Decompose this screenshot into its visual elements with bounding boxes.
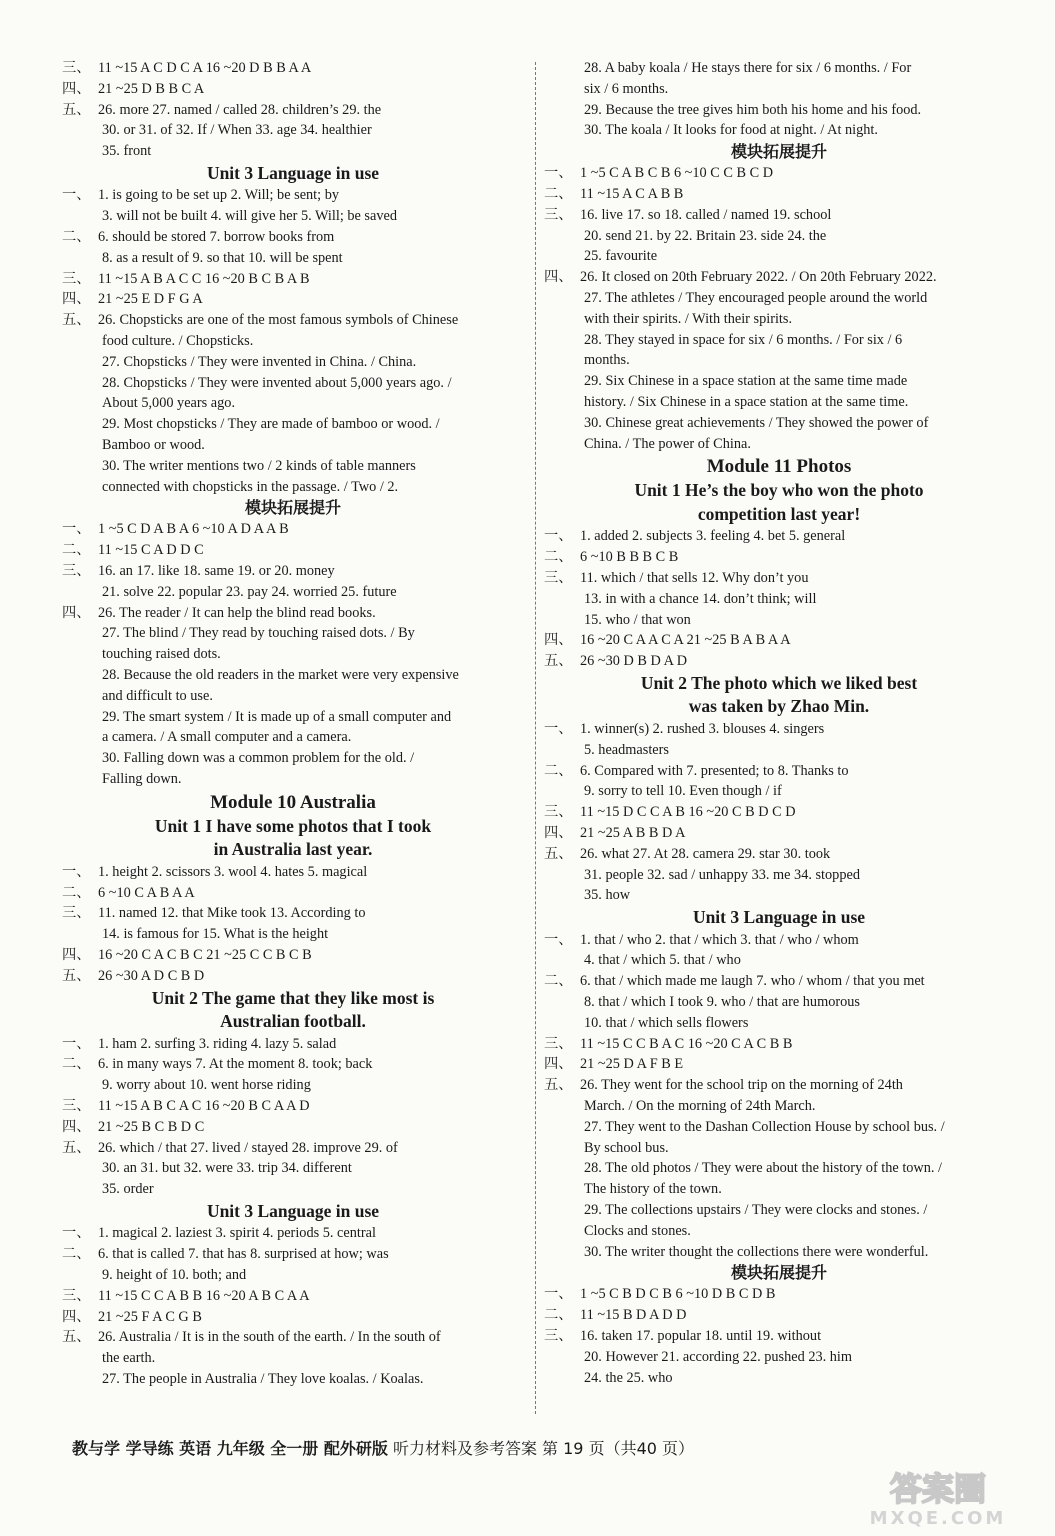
answer-line — [544, 844, 1014, 865]
answer-text: with their spirits. / With their spirits. — [584, 310, 793, 327]
answer-text: 11 ~15 A C A B B — [580, 185, 684, 202]
watermark-logo — [833, 1466, 1043, 1528]
answer-text: 35. how — [584, 887, 631, 904]
answer-text: history. / Six Chinese in a space station at the same time. — [584, 393, 909, 410]
section-label: 三、 — [62, 60, 91, 76]
answer-line — [62, 707, 524, 728]
section-label: 五、 — [62, 101, 91, 118]
answer-line — [544, 120, 1014, 141]
answer-line — [62, 185, 524, 206]
answer-text: 26. Chopsticks are one of the most famous symbols of Chinese — [98, 312, 459, 329]
answer-line — [62, 1223, 524, 1244]
section-label: 四、 — [62, 80, 91, 97]
answer-text: 24. the 25. who — [584, 1369, 673, 1386]
answer-text: 3. will not be built 4. will give her 5. Will; be saved — [102, 208, 397, 225]
unit-heading: was taken by Zhao Min. — [688, 696, 870, 717]
right-column — [544, 58, 1014, 1388]
section-label: 二、 — [544, 185, 573, 202]
answer-line — [544, 79, 1014, 100]
answer-line — [62, 924, 524, 945]
section-label: 二、 — [544, 549, 573, 566]
section-label: 三、 — [62, 1287, 91, 1304]
answer-line — [544, 350, 1014, 371]
unit-heading: competition last year! — [697, 503, 861, 524]
answer-text: 27. The people in Australia / They love koalas. / Koalas. — [102, 1371, 424, 1388]
section-label: 二、 — [544, 1307, 573, 1324]
footer-book-title: 教与学 学导练 英语 九年级 全一册 配外研版 — [72, 1439, 388, 1458]
answer-line — [62, 456, 524, 477]
answer-text: 11 ~15 A C D C A 16 ~20 D B B A A — [98, 60, 312, 76]
answer-text: 16 ~20 C A A C A 21 ~25 B A B A A — [580, 632, 791, 649]
answer-text: 9. height of 10. both; and — [102, 1267, 247, 1284]
answer-text: food culture. / Chopsticks. — [102, 333, 254, 350]
section-label: 四、 — [62, 1308, 91, 1325]
answer-line — [62, 1034, 524, 1055]
answer-text: 30. The writer thought the collections there were wonderful. — [584, 1243, 929, 1260]
section-label: 四、 — [544, 632, 573, 649]
section-label: 二、 — [62, 884, 91, 901]
answer-line — [62, 686, 524, 707]
section-label: 二、 — [62, 1056, 91, 1073]
answer-text: 20. send 21. by 22. Britain 23. side 24. the — [584, 227, 827, 244]
answer-text: 30. The writer mentions two / 2 kinds of table manners — [102, 457, 416, 474]
section-label: 三、 — [544, 1327, 573, 1344]
answer-text: 1. ham 2. surfing 3. riding 4. lazy 5. salad — [98, 1035, 337, 1052]
answer-text: 13. in with a chance 14. don’t think; will — [584, 590, 817, 607]
answer-line — [62, 1369, 524, 1390]
answer-line — [62, 1117, 524, 1138]
answer-text: 26 ~30 A D C B D — [98, 967, 205, 984]
answer-line — [62, 393, 524, 414]
answer-line — [62, 519, 524, 540]
answer-line — [544, 413, 1014, 434]
answer-text: 25. favourite — [584, 248, 658, 265]
answer-line — [544, 58, 1014, 79]
unit-heading: in Australia last year. — [213, 839, 373, 860]
answer-line — [62, 1179, 524, 1200]
section-label: 三、 — [544, 206, 573, 223]
answer-line — [62, 310, 524, 331]
answer-text: 29. Most chopsticks / They are made of bamboo or wood. / — [102, 416, 440, 433]
answer-text: 21 ~25 A B B D A — [580, 824, 686, 841]
answer-text: 30. Falling down was a common problem for the old. / — [102, 750, 415, 767]
answer-line — [62, 120, 524, 141]
answer-text: Bamboo or wood. — [102, 437, 205, 454]
answer-line — [62, 1265, 524, 1286]
unit-heading: Australian football. — [220, 1011, 366, 1032]
answer-line — [544, 184, 1014, 205]
section-label: 三、 — [544, 804, 573, 821]
answer-text: 6. that / which made me laugh 7. who / whom / that you met — [580, 973, 925, 990]
answer-text: 28. The old photos / They were about the history of the town. / — [584, 1160, 943, 1177]
answer-line — [62, 1286, 524, 1307]
unit-heading: Unit 1 He’s the boy who won the photo — [634, 480, 924, 501]
answer-text: 16 ~20 C A C B C 21 ~25 C C B C B — [98, 946, 312, 963]
answer-line — [62, 945, 524, 966]
answer-line — [544, 1200, 1014, 1221]
section-label: 二、 — [62, 542, 91, 559]
answer-text: 8. that / which I took 9. who / that are humorous — [584, 993, 860, 1010]
answer-text: 21. solve 22. popular 23. pay 24. worried 25. future — [102, 583, 397, 600]
answer-line — [544, 950, 1014, 971]
answer-line — [544, 865, 1014, 886]
section-label: 四、 — [62, 604, 91, 621]
section-label: 五、 — [544, 653, 573, 670]
answer-text: connected with chopsticks in the passage. / Two / 2. — [102, 478, 399, 495]
answer-line — [544, 309, 1014, 330]
unit-heading: Unit 3 Language in use — [206, 162, 380, 183]
answer-line — [544, 1013, 1014, 1034]
answer-line — [62, 862, 524, 883]
answer-text: 28. Because the old readers in the market were very expensive — [102, 667, 459, 684]
answer-line — [62, 665, 524, 686]
section-label: 一、 — [544, 528, 573, 545]
answer-text: 11 ~15 C A D D C — [98, 542, 204, 559]
answer-line — [62, 603, 524, 624]
section-label: 一、 — [62, 187, 91, 204]
answer-text: six / 6 months. — [584, 80, 669, 97]
answer-line — [62, 623, 524, 644]
answer-line — [62, 644, 524, 665]
answer-line — [544, 288, 1014, 309]
answer-line — [62, 331, 524, 352]
module-heading: Module 10 Australia — [210, 791, 376, 813]
section-label: 五、 — [62, 1139, 91, 1156]
answer-text: the earth. — [102, 1350, 156, 1367]
answer-text: 29. Six Chinese in a space station at the same time made — [584, 373, 908, 390]
section-label: 五、 — [62, 312, 91, 329]
answer-line — [544, 1096, 1014, 1117]
module-heading: Module 11 Photos — [706, 456, 852, 478]
answer-line — [544, 885, 1014, 906]
answer-line — [544, 163, 1014, 184]
section-label: 四、 — [544, 1056, 573, 1073]
answer-line — [62, 561, 524, 582]
answer-text: 21 ~25 F A C G B — [98, 1308, 202, 1325]
answer-line — [62, 748, 524, 769]
section-label: 五、 — [62, 967, 91, 984]
answer-text: 6 ~10 B B B C B — [580, 549, 679, 566]
answer-text: About 5,000 years ago. — [102, 395, 236, 412]
answer-text: touching raised dots. — [102, 646, 221, 663]
answer-text: 21 ~25 D A F B E — [580, 1056, 684, 1073]
answer-text: 11 ~15 B D A D D — [580, 1307, 687, 1324]
answer-text: 6 ~10 C A B A A — [98, 884, 195, 901]
answer-text: 9. sorry to tell 10. Even though / if — [584, 783, 782, 800]
answer-line — [62, 373, 524, 394]
section-label: 一、 — [544, 1286, 573, 1303]
answer-line — [62, 540, 524, 561]
answer-text: 26. what 27. At 28. camera 29. star 30. took — [580, 845, 831, 862]
section-label: 三、 — [62, 270, 91, 287]
answer-line — [62, 79, 524, 100]
answer-text: 27. The blind / They read by touching raised dots. / By — [102, 625, 415, 642]
answer-line — [62, 1348, 524, 1369]
answer-line — [62, 1307, 524, 1328]
section-label: 四、 — [62, 291, 91, 308]
section-label: 一、 — [544, 931, 573, 948]
answer-text: 28. A baby koala / He stays there for six / 6 months. / For — [584, 60, 912, 76]
answer-line — [62, 966, 524, 987]
column-divider — [535, 62, 536, 1414]
answer-line — [544, 1305, 1014, 1326]
section-label: 四、 — [62, 946, 91, 963]
answer-line — [62, 477, 524, 498]
section-label: 三、 — [544, 569, 573, 586]
answer-line — [544, 1221, 1014, 1242]
answer-text: March. / On the morning of 24th March. — [584, 1097, 816, 1114]
answer-line — [62, 727, 524, 748]
answer-text: 26. They went for the school trip on the morning of 24th — [580, 1077, 903, 1094]
answer-line — [544, 1117, 1014, 1138]
answer-line — [62, 141, 524, 162]
section-label: 一、 — [544, 165, 573, 182]
answer-line — [62, 883, 524, 904]
answer-text: 21 ~25 E D F G A — [98, 291, 203, 308]
answer-line — [544, 246, 1014, 267]
answer-text: 35. order — [102, 1181, 154, 1198]
section-label: 二、 — [62, 229, 91, 246]
answer-text: 26. Australia / It is in the south of the earth. / In the south of — [98, 1329, 441, 1346]
answer-text: 1 ~5 C A B C B 6 ~10 C C B C D — [580, 165, 774, 182]
answer-text: Falling down. — [102, 771, 182, 787]
answer-line — [544, 630, 1014, 651]
answer-line — [62, 1054, 524, 1075]
section-label: 一、 — [62, 1225, 91, 1242]
answer-text: 30. or 31. of 32. If / When 33. age 34. healthier — [102, 122, 372, 139]
answer-line — [62, 435, 524, 456]
answer-text: Clocks and stones. — [584, 1222, 691, 1239]
page-footer — [72, 1436, 694, 1459]
answer-line — [62, 227, 524, 248]
answer-text: 21 ~25 B C B D C — [98, 1118, 205, 1135]
section-label: 四、 — [544, 824, 573, 841]
section-label: 二、 — [544, 973, 573, 990]
section-label: 三、 — [62, 905, 91, 922]
answer-line — [62, 582, 524, 603]
watermark-main: 答案圈 — [889, 1470, 987, 1508]
answer-text: China. / The power of China. — [584, 435, 751, 452]
answer-text: 26 ~30 D B D A D — [580, 653, 688, 670]
section-heading: 模块拓展提升 — [730, 1263, 827, 1283]
answer-line — [544, 100, 1014, 121]
answer-text: 29. The collections upstairs / They were clocks and stones. / — [584, 1201, 928, 1218]
answer-text: 11 ~15 A B C A C 16 ~20 B C A A D — [98, 1097, 310, 1114]
answer-text: 11 ~15 A B A C C 16 ~20 B C B A B — [98, 270, 310, 287]
answer-line — [544, 267, 1014, 288]
answer-line — [544, 719, 1014, 740]
answer-text: 11 ~15 D C C A B 16 ~20 C B D C D — [580, 804, 796, 821]
answer-text: 16. an 17. like 18. same 19. or 20. money — [98, 563, 335, 580]
answer-text: The history of the town. — [584, 1181, 722, 1198]
answer-text: 1 ~5 C D A B A 6 ~10 A D A A B — [98, 521, 289, 538]
answer-line — [544, 568, 1014, 589]
answer-line — [544, 992, 1014, 1013]
answer-line — [544, 392, 1014, 413]
answer-line — [544, 930, 1014, 951]
section-label: 四、 — [62, 1118, 91, 1135]
answer-text: 29. Because the tree gives him both his home and his food. — [584, 101, 922, 118]
answer-text: 27. The athletes / They encouraged people around the world — [584, 289, 928, 306]
answer-text: 1. height 2. scissors 3. wool 4. hates 5. magical — [98, 863, 368, 880]
answer-text: 6. that is called 7. that has 8. surprised at how; was — [98, 1246, 389, 1263]
answer-text: 26. It closed on 20th February 2022. / On 20th February 2022. — [580, 269, 937, 286]
answer-line — [544, 1326, 1014, 1347]
section-heading: 模块拓展提升 — [730, 142, 827, 162]
answer-text: 11. named 12. that Mike took 13. According to — [98, 905, 366, 922]
answer-text: 16. live 17. so 18. called / named 19. school — [580, 206, 832, 223]
answer-text: 1. added 2. subjects 3. feeling 4. bet 5. general — [580, 528, 846, 545]
answer-line — [62, 1327, 524, 1348]
section-label: 五、 — [544, 845, 573, 862]
answer-line — [544, 1284, 1014, 1305]
answer-text: 16. taken 17. popular 18. until 19. without — [580, 1327, 822, 1344]
section-label: 五、 — [62, 1329, 91, 1346]
answer-line — [544, 1138, 1014, 1159]
answer-line — [544, 1368, 1014, 1389]
unit-heading: Unit 1 I have some photos that I took — [154, 815, 432, 836]
answer-line — [544, 781, 1014, 802]
section-label: 五、 — [544, 1077, 573, 1094]
answer-text: 6. should be stored 7. borrow books from — [98, 229, 335, 246]
answer-line — [62, 206, 524, 227]
answer-text: 6. Compared with 7. presented; to 8. Thanks to — [580, 762, 849, 779]
answer-line — [544, 1242, 1014, 1263]
answer-line — [62, 58, 524, 79]
unit-heading: Unit 2 The game that they like most is — [151, 987, 435, 1008]
answer-text: 15. who / that won — [584, 611, 691, 628]
answer-line — [544, 761, 1014, 782]
answer-line — [544, 1075, 1014, 1096]
answer-text: 29. The smart system / It is made up of a small computer and — [102, 708, 452, 725]
answer-line — [62, 414, 524, 435]
watermark-sub: MXQE.COM — [869, 1508, 1007, 1528]
answer-text: 1. magical 2. laziest 3. spirit 4. periods 5. central — [98, 1225, 376, 1242]
section-label: 二、 — [62, 1246, 91, 1263]
answer-text: 9. worry about 10. went horse riding — [102, 1077, 311, 1094]
answer-text: 21 ~25 D B B C A — [98, 80, 205, 97]
answer-text: 28. Chopsticks / They were invented about 5,000 years ago. / — [102, 374, 452, 391]
answer-line — [544, 651, 1014, 672]
answer-text: 30. Chinese great achievements / They showed the power of — [584, 414, 929, 431]
answer-text: 6. in many ways 7. At the moment 8. took; back — [98, 1056, 373, 1073]
answer-line — [544, 330, 1014, 351]
answer-text: 14. is famous for 15. What is the height — [102, 926, 329, 943]
answer-line — [544, 740, 1014, 761]
footer-page-info: 听力材料及参考答案 第 19 页（共40 页） — [387, 1439, 695, 1458]
section-heading: 模块拓展提升 — [244, 498, 341, 518]
answer-text: a camera. / A small computer and a camera. — [102, 729, 352, 746]
section-label: 三、 — [544, 1035, 573, 1052]
answer-text: By school bus. — [584, 1139, 669, 1156]
answer-text: 11 ~15 C C A B B 16 ~20 A B C A A — [98, 1287, 310, 1304]
answer-line — [62, 1075, 524, 1096]
answer-text: 1. is going to be set up 2. Will; be sent; by — [98, 187, 340, 204]
answer-line — [544, 526, 1014, 547]
answer-line — [62, 248, 524, 269]
answer-line — [544, 1179, 1014, 1200]
section-label: 四、 — [544, 269, 573, 286]
section-label: 二、 — [544, 762, 573, 779]
answer-text: 5. headmasters — [584, 741, 669, 758]
answer-text: 8. as a result of 9. so that 10. will be spent — [102, 249, 343, 266]
answer-text: 10. that / which sells flowers — [584, 1014, 749, 1031]
answer-line — [544, 802, 1014, 823]
answer-text: 27. They went to the Dashan Collection House by school bus. / — [584, 1118, 945, 1135]
answer-line — [62, 1244, 524, 1265]
answer-line — [544, 610, 1014, 631]
answer-line — [544, 434, 1014, 455]
answer-line — [62, 903, 524, 924]
answer-line — [62, 1096, 524, 1117]
answer-text: 28. They stayed in space for six / 6 months. / For six / 6 — [584, 331, 903, 348]
answer-text: 20. However 21. according 22. pushed 23. him — [584, 1348, 853, 1365]
answer-line — [62, 289, 524, 310]
answer-line — [62, 769, 524, 790]
answer-line — [62, 100, 524, 121]
answer-line — [62, 352, 524, 373]
answer-text: and difficult to use. — [102, 687, 213, 704]
answer-text: 11. which / that sells 12. Why don’t you — [580, 569, 809, 586]
section-label: 一、 — [62, 863, 91, 880]
answer-text: 26. which / that 27. lived / stayed 28. improve 29. of — [98, 1139, 398, 1156]
answer-text: 1. winner(s) 2. rushed 3. blouses 4. singers — [580, 720, 825, 737]
answer-line — [544, 1347, 1014, 1368]
answer-text: 1. that / who 2. that / which 3. that / who / whom — [580, 931, 859, 948]
answer-text: 11 ~15 C C B A C 16 ~20 C A C B B — [580, 1035, 793, 1052]
left-column — [62, 58, 524, 1390]
answer-line — [544, 589, 1014, 610]
answer-line — [544, 205, 1014, 226]
section-label: 一、 — [62, 521, 91, 538]
answer-text: months. — [584, 352, 630, 369]
unit-heading: Unit 2 The photo which we liked best — [640, 672, 918, 693]
answer-text: 1 ~5 C B D C B 6 ~10 D B C D B — [580, 1286, 776, 1303]
answer-text: 31. people 32. sad / unhappy 33. me 34. stopped — [584, 866, 860, 883]
answer-text: 26. more 27. named / called 28. children’s 29. the — [98, 101, 382, 118]
answer-line — [62, 1158, 524, 1179]
answer-line — [62, 1138, 524, 1159]
answer-line — [544, 226, 1014, 247]
answer-text: 30. an 31. but 32. were 33. trip 34. different — [102, 1160, 352, 1177]
answer-text: 27. Chopsticks / They were invented in China. / China. — [102, 353, 417, 370]
section-label: 一、 — [544, 720, 573, 737]
answer-text: 26. The reader / It can help the blind read books. — [98, 604, 376, 621]
answer-line — [62, 269, 524, 290]
answer-text: 4. that / which 5. that / who — [584, 952, 741, 969]
section-label: 三、 — [62, 563, 91, 580]
section-label: 一、 — [62, 1035, 91, 1052]
answer-line — [544, 371, 1014, 392]
unit-heading: Unit 3 Language in use — [692, 907, 866, 928]
answer-text: 30. The koala / It looks for food at night. / At night. — [584, 122, 878, 139]
answer-line — [544, 547, 1014, 568]
answer-line — [544, 1034, 1014, 1055]
unit-heading: Unit 3 Language in use — [206, 1200, 380, 1221]
answer-line — [544, 823, 1014, 844]
answer-text: 35. front — [102, 143, 152, 160]
section-label: 三、 — [62, 1097, 91, 1114]
answer-line — [544, 971, 1014, 992]
answer-line — [544, 1054, 1014, 1075]
answer-line — [544, 1158, 1014, 1179]
